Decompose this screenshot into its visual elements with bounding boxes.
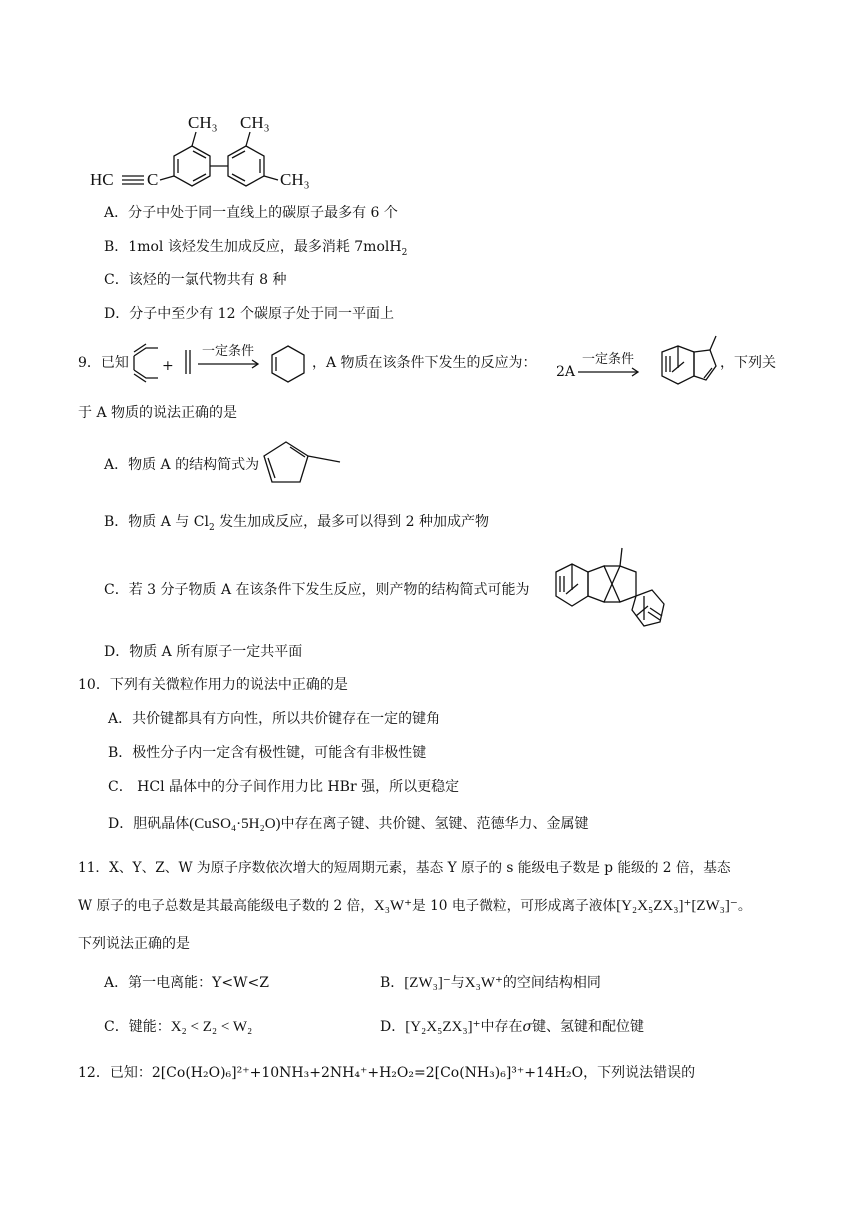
q11-option-b-text1: B． (380, 975, 405, 991)
q10-option-c: C． HCl 晶体中的分子间作用力比 HBr 强，所以更稳定 (108, 779, 460, 795)
q10-option-a: A．共价键都具有方向性，所以共价键存在一定的键角 (108, 711, 441, 727)
q10-stem: 10．下列有关微粒作用力的说法中正确的是 (78, 677, 348, 693)
q8-option-b-text: B．1mol 该烃发生加成反应，最多消耗 7molH (104, 239, 402, 255)
q10-option-d-text1: D．胆矾晶体 (108, 816, 190, 832)
hc-label: HC (90, 170, 114, 189)
q11-option-b-text3: 的空间结构相同 (502, 975, 601, 991)
q9-option-b-text1: B．物质 A 与 Cl (104, 514, 209, 530)
q9-condition-2: 一定条件 (582, 352, 635, 367)
q11-option-d-sigma: σ (522, 1019, 533, 1035)
q11-option-b-text2: 与 (450, 975, 465, 991)
ch3-label-c: CH₃ (280, 170, 310, 189)
c-label: C (147, 170, 159, 189)
q11-line2 (78, 896, 752, 916)
q9-option-a: A．物质 A 的结构简式为 (104, 457, 260, 473)
q10-option-d-formula: (CuSO₄·5H₂O) (189, 816, 281, 832)
q11-option-d-text2: 中存在 (480, 1019, 523, 1035)
q11-option-c-text: C．键能： (104, 1019, 171, 1035)
q8-option-b-sub: 2 (401, 247, 408, 258)
q11-option-c (104, 1017, 252, 1037)
q11-line2-text-a: W 原子的电子总数是其最高能级电子数的 2 倍， (78, 898, 374, 914)
q9-option-c: C．若 3 分子物质 A 在该条件下发生反应，则产物的结构简式可能为 (104, 582, 530, 598)
ch3-label-b: CH₃ (240, 113, 270, 132)
q11-option-b (380, 973, 601, 993)
q8-option-c: C．该烃的一氯代物共有 8 种 (104, 272, 287, 288)
q11-line2-formula-2: [Y₂X₅ZX₃]⁺[ZW₃]⁻ (616, 898, 738, 914)
q10-option-b: B．极性分子内一定含有极性键，可能含有非极性键 (108, 745, 427, 761)
q11-option-b-formula1: [ZW₃]⁻ (404, 975, 451, 991)
q10-option-d (108, 814, 589, 834)
q9-plus: + (162, 358, 174, 374)
q11-option-c-formula: X₂ < Z₂ < W₂ (170, 1019, 253, 1035)
q11-line2-end: 。 (737, 898, 752, 914)
q11-line1: 11．X、Y、Z、W 为原子序数依次增大的短周期元素，基态 Y 原子的 s 能级电子数是 p 能级的 2 倍，基态 (78, 860, 731, 876)
q9-text-mid: ，A 物质在该条件下发生的反应为： (312, 355, 537, 371)
q9-option-b-text2: 发生加成反应，最多可以得到 2 种加成产物 (214, 514, 489, 530)
q11-line2-text-b: 是 10 电子微粒，可形成离子液体 (412, 898, 617, 914)
q9-option-d: D．物质 A 所有原子一定共平面 (104, 644, 303, 660)
q9-line2: 于 A 物质的说法正确的是 (78, 405, 238, 421)
q11-option-d-text1: D． (380, 1019, 406, 1035)
q8-option-a: A．分子中处于同一直线上的碳原子最多有 6 个 (104, 205, 398, 221)
q10-option-d-text2: 中存在离子键、共价键、氢键、范德华力、金属键 (280, 816, 589, 832)
q12-stem: 12．已知：2[Co(H₂O)₆]²⁺+10NH₃+2NH₄⁺+H₂O₂=2[Co(NH₃)₆]³⁺+14H₂O，下列说法错误的 (78, 1065, 696, 1081)
q11-line3: 下列说法正确的是 (78, 936, 190, 952)
q9-number: 9．已知 (78, 355, 129, 371)
q9-condition-1: 一定条件 (202, 344, 255, 359)
q9-option-b-sub: 2 (208, 522, 215, 533)
q9-text-end: ，下列关 (720, 355, 776, 371)
q8-option-d: D．分子中至少有 12 个碳原子处于同一平面上 (104, 306, 394, 322)
q11-option-d-formula: [Y₂X₅ZX₃]⁺ (405, 1019, 481, 1035)
ch3-label-a: CH₃ (188, 113, 218, 132)
q11-option-d-text3: 键、氢键和配位键 (532, 1019, 645, 1035)
q11-option-b-formula2: X₃W⁺ (464, 975, 503, 991)
q9-2a: 2A (556, 364, 576, 380)
q11-option-a: A．第一电离能：Y<W<Z (104, 975, 269, 991)
q11-option-d (380, 1017, 644, 1037)
q11-line2-formula-1: X₃W⁺ (373, 898, 413, 914)
